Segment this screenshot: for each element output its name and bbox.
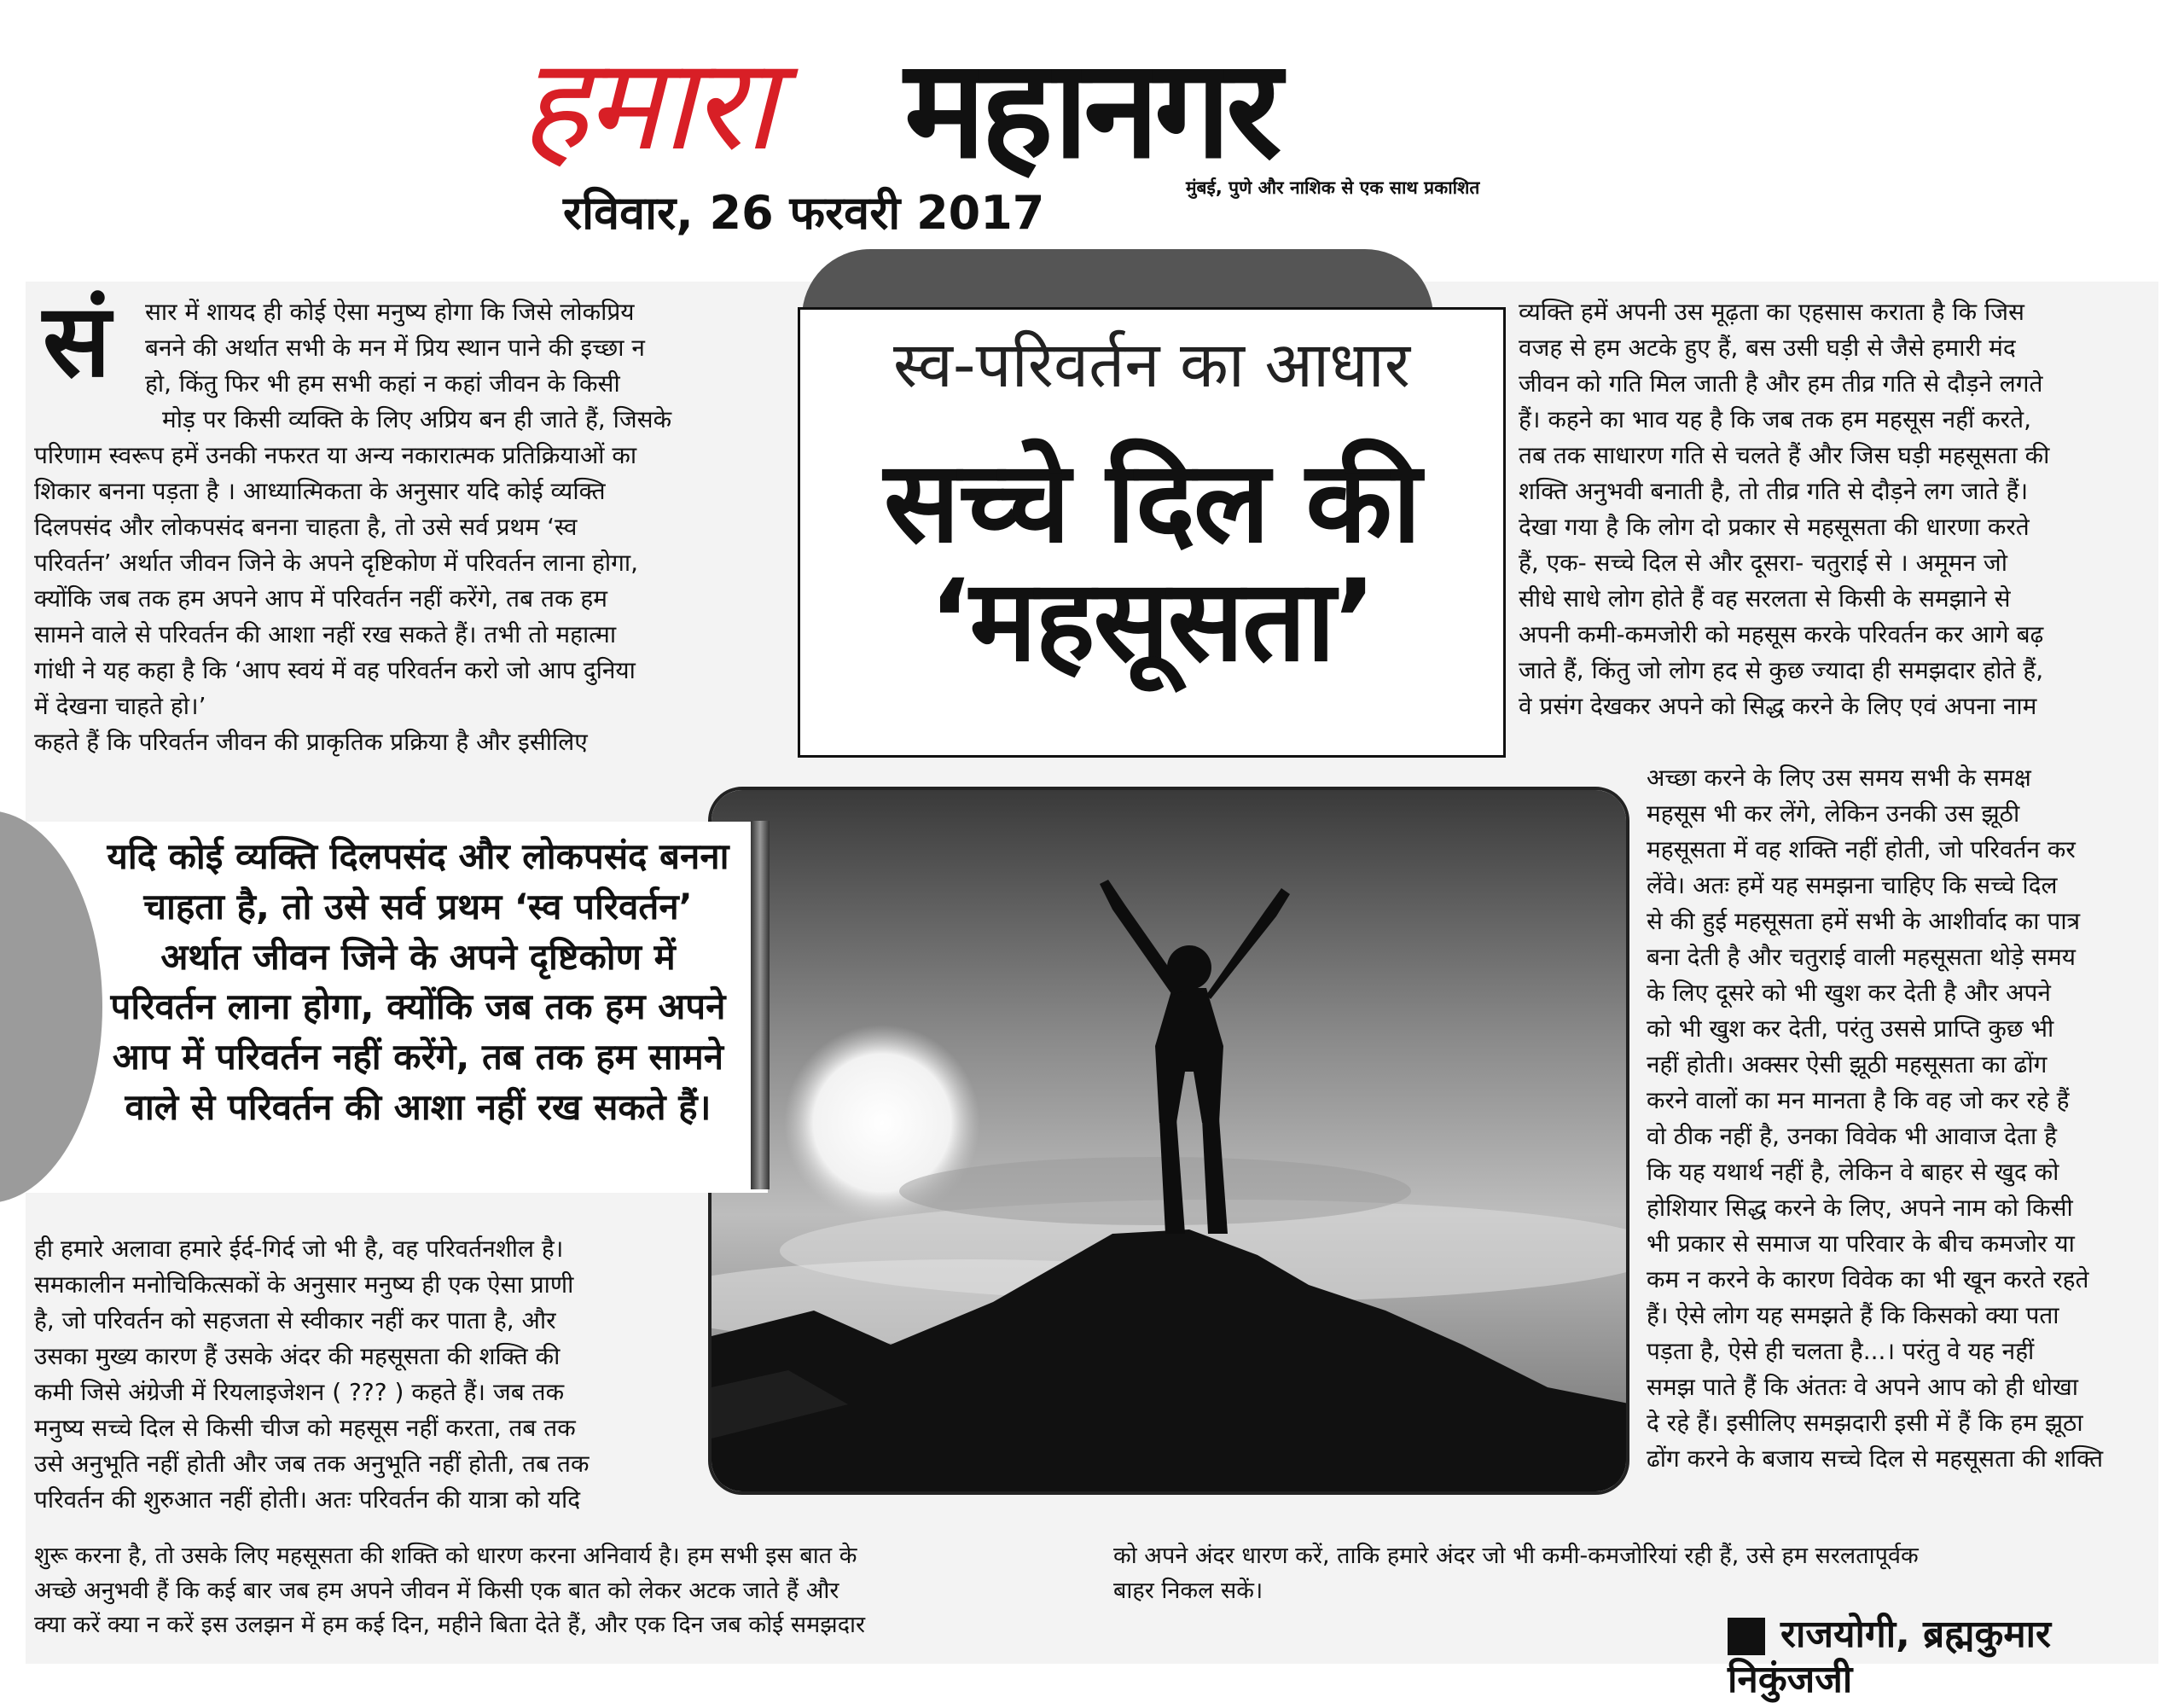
text-line: क्या करें क्या न करें इस उलझन में हम कई दिन, महीने बिता देते हैं, और एक दिन जब कोई समझदार [34, 1612, 866, 1638]
text-line: परिवर्तन की शुरुआत नहीं होती। अतः परिवर्तन की यात्रा को यदि [34, 1485, 581, 1514]
pull-quote-line: वाले से परिवर्तन की आशा नहीं रख सकते हैं। [125, 1085, 712, 1128]
byline-text: राजयोगी, ब्रह्मकुमार निकुंजजी [1728, 1613, 2052, 1701]
text-line: अच्छे अनुभवी हैं कि कई बार जब हम अपने जीवन में किसी एक बात को लेकर अटक जाते हैं और [34, 1577, 839, 1604]
left-column-top [145, 294, 776, 402]
masthead-name-part2: महानगर [904, 29, 1277, 189]
text-line: परिवर्तन’ अर्थात जीवन जिने के अपने दृष्टिकोण में परिवर्तन लाना होगा, [34, 549, 639, 577]
pull-quote [94, 832, 742, 1133]
text-line: हैं, एक- सच्चे दिल से और दूसरा- चतुराई से । अमूमन जो [1519, 549, 2007, 577]
text-line: शिकार बनना पड़ता है । आध्यात्मिकता के अनुसार यदि कोई व्यक्ति [34, 477, 606, 505]
headline-kicker: स्व-परिवर्तन का आधार [892, 328, 1411, 402]
bottom-column-right [1113, 1539, 2150, 1608]
masthead-tagline: मुंबई, पुणे और नाशिक से एक साथ प्रकाशित [1186, 177, 1480, 198]
article-photo [708, 787, 1629, 1495]
text-line: कम न करने के कारण विवेक का भी खून करते रहते [1647, 1265, 2089, 1293]
left-column-mid [34, 402, 776, 760]
pull-quote-line: परिवर्तन लाना होगा, क्योंकि जब तक हम अपने [110, 985, 726, 1028]
pull-quote-line: आप में परिवर्तन नहीं करेंगे, तब तक हम सामने [112, 1036, 724, 1078]
byline-square-icon [1728, 1618, 1765, 1655]
text-line: वे प्रसंग देखकर अपने को सिद्ध करने के लिए एवं अपना नाम [1519, 692, 2037, 720]
text-line: महसूसता में वह शक्ति नहीं होती, जो परिवर्तन कर [1647, 835, 2076, 863]
pull-quote-line: अर्थात जीवन जिने के अपने दृष्टिकोण में [160, 935, 676, 978]
headline-line-2: ‘महसूसता’ [928, 555, 1375, 687]
text-line: शक्ति अनुभवी बनाती है, तो तीव्र गति से दौड़ने लग जाते हैं। [1519, 477, 2029, 505]
text-line: ढोंग करने के बजाय सच्चे दिल से महसूसता की शक्ति [1647, 1444, 2104, 1473]
text-line: समझ पाते हैं कि अंततः वे अपने आप को ही धोखा [1647, 1373, 2078, 1401]
text-line: भी प्रकार से समाज या परिवार के बीच कमजोर या [1647, 1229, 2075, 1258]
publication-date: रविवार, 26 फरवरी 2017 [563, 186, 1045, 240]
text-line: हैं। कहने का भाव यह है कि जब तक हम महसूस नहीं करते, [1519, 405, 2031, 433]
text-line: कमी जिसे अंग्रेजी में रियलाइजेशन ( ??? ) कहते हैं। जब तक [34, 1378, 565, 1406]
text-line: मोड़ पर किसी व्यक्ति के लिए अप्रिय बन ही जाते हैं, जिसके [162, 405, 672, 433]
text-line: देखा गया है कि लोग दो प्रकार से महसूसता की धारणा करते [1519, 513, 2030, 541]
text-line: ही हमारे अलावा हमारे ईर्द-गिर्द जो भी है, वह परिवर्तनशील है। [34, 1235, 564, 1263]
text-line: परिणाम स्वरूप हमें उनकी नफरत या अन्य नकारात्मक प्रतिक्रियाओं का [34, 441, 637, 469]
text-line: महसूस भी कर लेंगे, लेकिन उनकी उस झूठी [1647, 799, 2020, 828]
drop-cap: सं [43, 281, 111, 399]
pull-quote-line: यदि कोई व्यक्ति दिलपसंद और लोकपसंद बनना [107, 835, 729, 877]
text-line: सीधे साधे लोग होते हैं वह सरलता से किसी के समझाने से [1519, 584, 2011, 613]
text-line: सामने वाले से परिवर्तन की आशा नहीं रख सकते हैं। तभी तो महात्मा [34, 620, 617, 648]
text-line: वो ठीक नहीं है, उनका विवेक भी आवाज देता है [1647, 1122, 2058, 1150]
text-line: कि यह यथार्थ नहीं है, लेकिन वे बाहर से खुद को [1647, 1158, 2059, 1186]
text-line: कहते हैं कि परिवर्तन जीवन की प्राकृतिक प्रक्रिया है और इसीलिए [34, 728, 588, 756]
text-line: अच्छा करने के लिए उस समय सभी के समक्ष [1647, 764, 2031, 792]
headline-line-1: सच्चे दिल की [883, 437, 1420, 568]
text-line: बनने की अर्थात सभी के मन में प्रिय स्थान पाने की इच्छा न [145, 334, 645, 362]
text-line: तब तक साधारण गति से चलते हैं और जिस घड़ी महसूसता की [1519, 441, 2050, 469]
right-column-top [1519, 294, 2150, 724]
text-line: में देखना चाहते हो।’ [34, 692, 206, 720]
text-line: शुरू करना है, तो उसके लिए महसूसता की शक्ति को धारण करना अनिवार्य है। हम सभी इस बात के [34, 1543, 857, 1569]
text-line: व्यक्ति हमें अपनी उस मूढ़ता का एहसास कराता है कि जिस [1519, 298, 2024, 326]
text-line: है, जो परिवर्तन को सहजता से स्वीकार नहीं कर पाता है, और [34, 1306, 556, 1334]
text-line: बना देती है और चतुराई वाली महसूसता थोड़े समय [1647, 943, 2076, 971]
text-line: दिलपसंद और लोकपसंद बनना चाहता है, तो उसे सर्व प्रथम ‘स्व [34, 513, 578, 541]
text-line: दे रहे हैं। इसीलिए समझदारी इसी में हैं कि हम झूठा [1647, 1409, 2083, 1437]
text-line: क्योंकि जब तक हम अपने आप में परिवर्तन नहीं करेंगे, तब तक हम [34, 584, 607, 613]
text-line: जीवन को गति मिल जाती है और हम तीव्र गति से दौड़ने लगते [1519, 369, 2043, 398]
bottom-column-left [34, 1539, 1092, 1643]
text-line: समकालीन मनोचिकित्सकों के अनुसार मनुष्य ही एक ऐसा प्राणी [34, 1270, 574, 1299]
headline-title [798, 437, 1506, 687]
text-line: को अपने अंदर धारण करें, ताकि हमारे अंदर जो भी कमी-कमजोरियां रही हैं, उसे हम सरलतापूर्वक [1113, 1543, 1919, 1569]
left-column-bottom [34, 1231, 691, 1518]
masthead-name-part1: हमारा [520, 31, 774, 179]
silhouette-on-peak-image [712, 790, 1629, 1495]
byline [1728, 1613, 2184, 1703]
text-line: पड़ता है, ऐसे ही चलता है...। परंतु वे यह नहीं [1647, 1337, 2035, 1365]
text-line: नहीं होती। अक्सर ऐसी झूठी महसूसता का ढोंग [1647, 1050, 2048, 1078]
pull-quote-line: चाहता है, तो उसे सर्व प्रथम ‘स्व परिवर्तन’ [143, 885, 693, 927]
text-line: गांधी ने यह कहा है कि ‘आप स्वयं में वह परिवर्तन करो जो आप दुनिया [34, 656, 636, 684]
text-line: को भी खुश कर देती, परंतु उससे प्राप्ति कुछ भी [1647, 1014, 2054, 1043]
text-line: बाहर निकल सकें। [1113, 1577, 1263, 1604]
text-line: सार में शायद ही कोई ऐसा मनुष्य होगा कि जिसे लोकप्रिय [145, 298, 635, 326]
text-line: से की हुई महसूसता हमें सभी के आशीर्वाद का पात्र [1647, 907, 2081, 935]
text-line: वजह से हम अटके हुए हैं, बस उसी घड़ी से जैसे हमारी मंद [1519, 334, 2016, 362]
text-line: होशियार सिद्ध करने के लिए, अपने नाम को किसी [1647, 1194, 2073, 1222]
text-line: करने वालों का मन मानता है कि वह जो कर रहे हैं [1647, 1086, 2070, 1114]
text-line: लेंवे। अतः हमें यह समझना चाहिए कि सच्चे दिल [1647, 871, 2058, 899]
text-line: हैं। ऐसे लोग यह समझते हैं कि किसको क्या पता [1647, 1301, 2059, 1329]
pull-quote-bar-decoration [751, 821, 770, 1189]
right-column-mid [1647, 760, 2150, 1477]
text-line: मनुष्य सच्चे दिल से किसी चीज को महसूस नहीं करता, तब तक [34, 1414, 576, 1442]
text-line: के लिए दूसरे को भी खुश कर देती है और अपने [1647, 979, 2051, 1007]
text-line: हो, किंतु फिर भी हम सभी कहां न कहां जीवन के किसी [145, 369, 620, 398]
text-line: उसका मुख्य कारण हैं उसके अंदर की महसूसता की शक्ति की [34, 1342, 561, 1370]
text-line: उसे अनुभूति नहीं होती और जब तक अनुभूति नहीं होती, तब तक [34, 1450, 590, 1478]
text-line: अपनी कमी-कमजोरी को महसूस करके परिवर्तन कर आगे बढ़ [1519, 620, 2044, 648]
text-line: जाते हैं, किंतु जो लोग हद से कुछ ज्यादा ही समझदार होते हैं, [1519, 656, 2044, 684]
